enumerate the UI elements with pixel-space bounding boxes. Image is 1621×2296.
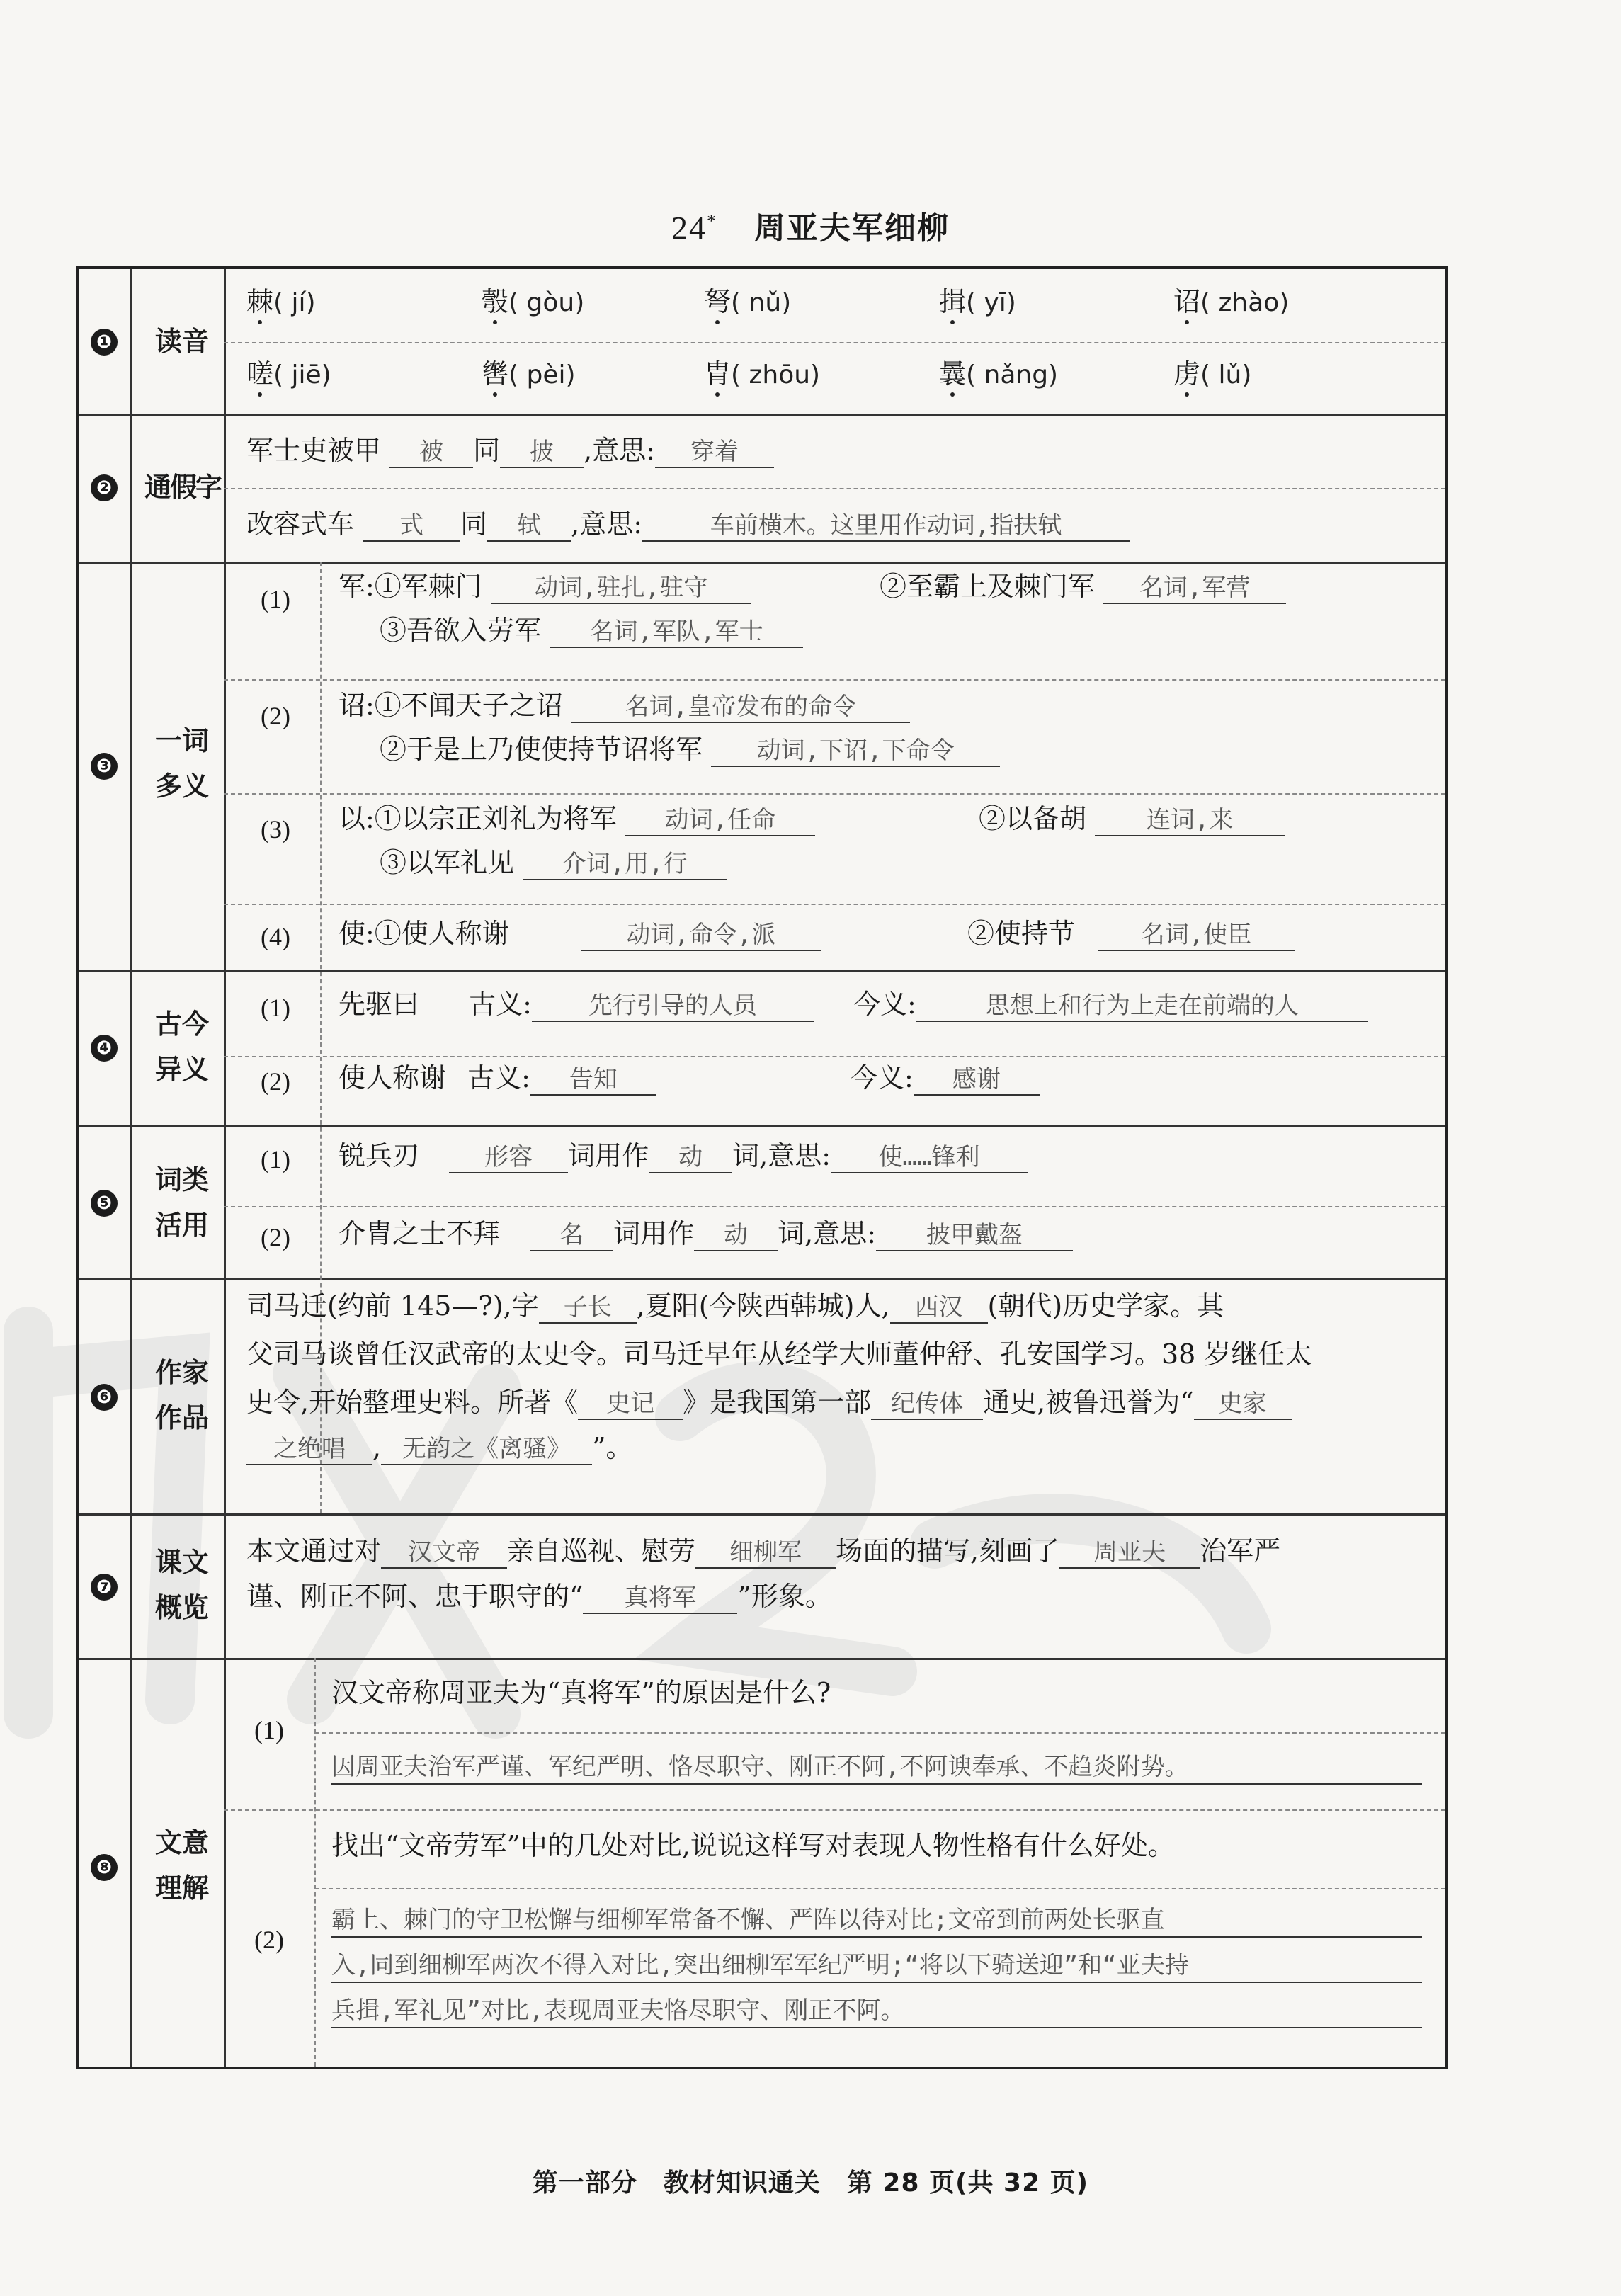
reading-item: 虏( lǔ) (1173, 358, 1252, 390)
tongjia-row: 军士吏被甲 被 同 披 ,意思: 穿着 (246, 433, 774, 468)
author-line: 父司马谈曾任汉武帝的太史令。司马迁早年从经学大师董仲舒、孔安国学习。38 岁继任太 (246, 1339, 1312, 1370)
overview-line: 谨、刚正不阿、忠于职守的“ 真将军 ”形象。 (246, 1579, 832, 1614)
sub-number: (1) (261, 1145, 290, 1173)
lesson-number: 24* (671, 210, 717, 246)
page-footer: 第一部分 教材知识通关 第 28 页(共 32 页) (532, 2169, 1089, 2198)
sub-number: (1) (261, 994, 290, 1022)
reading-item: 揖( yī) (939, 286, 1016, 317)
polysemy-line: ②使持节 名词,使臣 (967, 916, 1295, 951)
cilei-row: 锐兵刃 形容 词用作 动 词,意思: 使……锋利 (339, 1139, 1028, 1173)
answer-2-line: 兵揖,军礼见”对比,表现周亚夫恪尽职守、刚正不阿。 (331, 1994, 1422, 2028)
page-title (0, 203, 1621, 248)
section-number-4: ❹ (91, 1035, 118, 1062)
author-line: 史令,开始整理史料。所著《 史记 》是我国第一部 纪传体 通史,被鲁迅誉为“ 史家 (246, 1385, 1292, 1420)
author-line: 司马迁(约前 145—?),字 子长 ,夏阳(今陕西韩城)人, 西汉 (朝代)历史学家。其 (246, 1289, 1224, 1324)
reading-item: 弩( nǔ) (704, 286, 792, 317)
section-number-7: ❼ (91, 1574, 118, 1601)
author-line: 之绝唱 , 无韵之《离骚》 ”。 (246, 1431, 633, 1465)
section-label-reading: 读音 (154, 326, 209, 357)
sub-number: (1) (261, 585, 290, 613)
answer-2-line: 入,同到细柳军两次不得入对比,突出细柳军军纪严明;“将以下骑送迎”和“亚夫持 (331, 1949, 1422, 1983)
polysemy-line: 诏:①不闻天子之诏 名词,皇帝发布的命令 (339, 688, 910, 723)
answer-blank: 被 (389, 437, 473, 468)
sub-number: (2) (261, 702, 290, 730)
polysemy-line: ②至霸上及棘门军 名词,军营 (880, 569, 1286, 604)
answer-blank: 式 (363, 511, 460, 542)
answer-blank: 穿着 (655, 437, 774, 468)
tongjia-row: 改容式车 式 同 轼 ,意思: 车前横木。这里用作动词,指扶轼 (246, 507, 1130, 542)
sub-number: (2) (261, 1223, 290, 1251)
section-label-overview: 课文概览 (154, 1547, 209, 1623)
section-label-cilei: 词类活用 (154, 1164, 209, 1241)
answer-blank: 轼 (487, 511, 571, 542)
polysemy-line: 以:①以宗正刘礼为将军 动词,任命 (339, 802, 815, 836)
section-label-tongjia: 通假字 (144, 472, 221, 503)
section-number-2: ❷ (91, 474, 118, 501)
answer-blank: 披 (500, 437, 584, 468)
polysemy-line: 军:①军棘门 动词,驻扎,驻守 (339, 569, 751, 604)
reading-item: 嗟( jiē) (246, 358, 331, 390)
lesson-title: 周亚夫军细柳 (754, 210, 950, 246)
section-number-1: ❶ (91, 329, 118, 356)
section-number-6: ❻ (91, 1384, 118, 1411)
reading-item: 彀( gòu) (482, 286, 585, 317)
gujin-row: 先驱曰 古义: 先行引导的人员 今义: 思想上和行为上走在前端的人 (339, 987, 1368, 1022)
sub-number: (2) (261, 1067, 290, 1096)
sub-number: (4) (261, 923, 290, 951)
section-number-3: ❸ (91, 753, 118, 780)
section-number-8: ❽ (91, 1854, 118, 1881)
reading-item: 诏( zhào) (1173, 286, 1290, 317)
section-label-polysemy: 一词多义 (154, 725, 209, 802)
section-number-5: ❺ (91, 1190, 118, 1217)
question-2: 找出“文帝劳军”中的几处对比,说说这样写对表现人物性格有什么好处。 (331, 1830, 1175, 1861)
polysemy-line: ②以备胡 连词,来 (979, 802, 1285, 836)
gujin-row: 使人称谢 古义: 告知 今义: 感谢 (339, 1061, 1040, 1096)
knowledge-table (76, 266, 1448, 2069)
reading-item: 辔( pèi) (482, 358, 576, 390)
question-1: 汉文帝称周亚夫为“真将军”的原因是什么? (331, 1677, 831, 1708)
polysemy-line: ②于是上乃使使持节诏将军 动词,下诏,下命令 (380, 732, 1000, 767)
sub-number: (2) (254, 1926, 284, 1954)
overview-line: 本文通过对 汉文帝 亲自巡视、慰劳 细柳军 场面的描写,刻画了 周亚夫 治军严 (246, 1534, 1280, 1569)
polysemy-line: ③以军礼见 介词,用,行 (380, 846, 727, 880)
sub-number: (3) (261, 815, 290, 843)
reading-item: 曩( nǎng) (939, 358, 1059, 390)
cilei-row: 介胄之士不拜 名 词用作 动 词,意思: 披甲戴盔 (339, 1217, 1073, 1251)
answer-1: 因周亚夫治军严谨、军纪严明、恪尽职守、刚正不阿,不阿谀奉承、不趋炎附势。 (331, 1751, 1422, 1785)
section-label-comprehension: 文意理解 (154, 1827, 209, 1904)
section-label-gujin: 古今异义 (154, 1008, 209, 1085)
polysemy-line: ③吾欲入劳军 名词,军队,军士 (380, 613, 803, 648)
answer-blank: 车前横木。这里用作动词,指扶轼 (642, 511, 1130, 542)
polysemy-line: 使:①使人称谢 动词,命令,派 (339, 916, 821, 951)
reading-item: 棘( jí) (246, 286, 316, 317)
section-label-author: 作家作品 (154, 1357, 209, 1433)
reading-item: 胄( zhōu) (704, 358, 821, 390)
answer-2-line: 霸上、棘门的守卫松懈与细柳军常备不懈、严阵以待对比;文帝到前两处长驱直 (331, 1904, 1422, 1938)
sub-number: (1) (254, 1716, 284, 1744)
